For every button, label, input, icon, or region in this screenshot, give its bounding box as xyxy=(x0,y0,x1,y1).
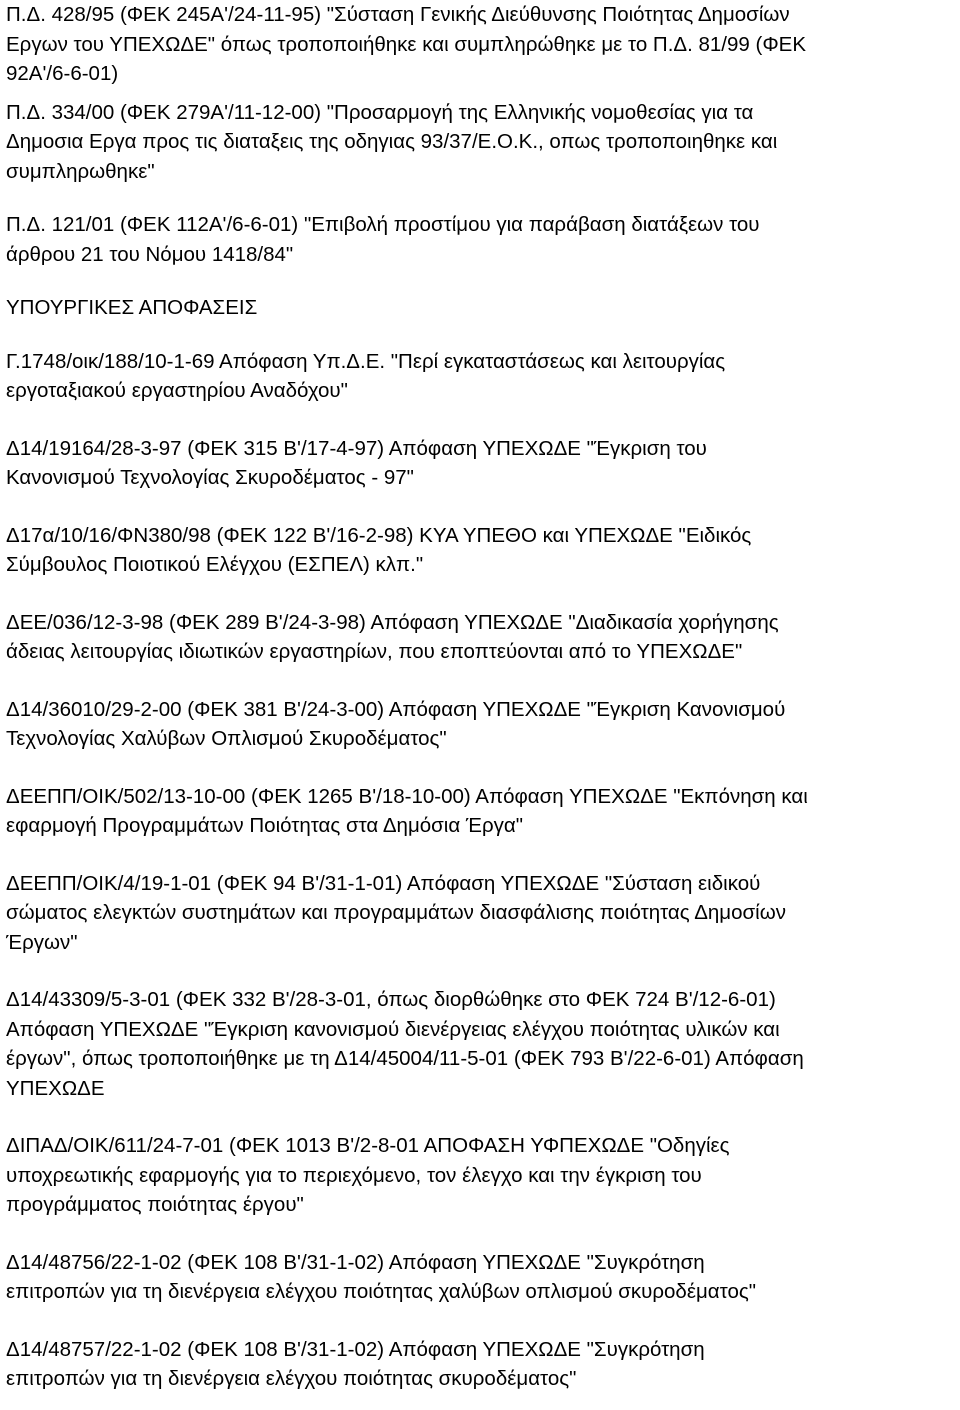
text-line: Δ14/48757/22-1-02 (ΦΕΚ 108 Β'/31-1-02) Απόφαση ΥΠΕΧΩΔΕ "Συγκρότηση xyxy=(6,1337,705,1361)
paragraph-spacer xyxy=(6,493,954,521)
text-line: Δ14/19164/28-3-97 (ΦΕΚ 315 Β'/17-4-97) Απόφαση ΥΠΕΧΩΔΕ "Έγκριση του xyxy=(6,436,707,460)
paragraph-pd-121-01 xyxy=(6,210,954,269)
text-line: Γ.1748/οικ/188/10-1-69 Απόφαση Υπ.Δ.Ε. "Περί εγκαταστάσεως και λειτουργίας xyxy=(6,349,726,373)
section-heading-ministerial-decisions xyxy=(6,293,954,323)
document-body xyxy=(6,0,954,1394)
text-line: Δ14/36010/29-2-00 (ΦΕΚ 381 Β'/24-3-00) Απόφαση ΥΠΕΧΩΔΕ "Έγκριση Κανονισμού xyxy=(6,697,786,721)
text-line: προγράμματος ποιότητας έργου" xyxy=(6,1193,304,1216)
text-line: επιτροπών για τη διενέργεια ελέγχου ποιότητας χαλύβων οπλισμού σκυροδέματος" xyxy=(6,1280,757,1303)
text-line: άρθρου 21 του Νόμου 1418/84" xyxy=(6,242,294,266)
paragraph-spacer xyxy=(6,1220,954,1248)
paragraph-d14-48756 xyxy=(6,1248,954,1307)
text-line: Εργων του ΥΠΕΧΩΔΕ" όπως τροποποιήθηκε και συμπληρώθηκε με το Π.Δ. 81/99 (ΦΕΚ xyxy=(6,32,807,56)
paragraph-spacer xyxy=(6,269,954,293)
paragraph-d14-36010 xyxy=(6,695,954,754)
section-heading: ΥΠΟΥΡΓΙΚΕΣ ΑΠΟΦΑΣΕΙΣ xyxy=(6,296,258,319)
paragraph-spacer xyxy=(6,1103,954,1131)
paragraph-spacer xyxy=(6,323,954,347)
paragraph-dee-036 xyxy=(6,608,954,667)
text-line: Π.Δ. 121/01 (ΦΕΚ 112Α'/6-6-01) "Επιβολή προστίμου για παράβαση διατάξεων του xyxy=(6,213,760,236)
text-line: εργοταξιακού εργαστηρίου Αναδόχου" xyxy=(6,379,348,402)
text-line: ΔΕΕ/036/12-3-98 (ΦΕΚ 289 Β'/24-3-98) Απόφαση ΥΠΕΧΩΔΕ "Διαδικασία χορήγησης xyxy=(6,610,779,634)
text-line: Σύμβουλος Ποιοτικού Ελέγχου (ΕΣΠΕΛ) κλπ." xyxy=(6,553,424,576)
paragraph-spacer xyxy=(6,841,954,869)
paragraph-spacer xyxy=(6,1307,954,1335)
paragraph-spacer xyxy=(6,89,954,98)
paragraph-spacer xyxy=(6,754,954,782)
paragraph-pd-428-95 xyxy=(6,0,954,89)
paragraph-g-1748 xyxy=(6,347,954,406)
text-line: εφαρμογή Προγραμμάτων Ποιότητας στα Δημόσια Έργα" xyxy=(6,814,524,837)
text-line: ΔΙΠΑΔ/ΟΙΚ/611/24-7-01 (ΦΕΚ 1013 Β'/2-8-01 ΑΠΟΦΑΣΗ ΥΦΠΕΧΩΔΕ "Οδηγίες xyxy=(6,1134,730,1157)
paragraph-dipad-611 xyxy=(6,1131,954,1220)
paragraph-d14-48757 xyxy=(6,1335,954,1394)
paragraph-d17a xyxy=(6,521,954,580)
text-line: 92Α'/6-6-01) xyxy=(6,62,119,85)
paragraph-pd-334-00 xyxy=(6,98,954,187)
paragraph-spacer xyxy=(6,406,954,434)
paragraph-spacer xyxy=(6,186,954,210)
text-line: Δ17α/10/16/ΦΝ380/98 (ΦΕΚ 122 Β'/16-2-98) ΚΥΑ ΥΠΕΘΟ και ΥΠΕΧΩΔΕ "Ειδικός xyxy=(6,523,752,547)
paragraph-spacer xyxy=(6,580,954,608)
text-line: Δημοσια Εργα προς τις διαταξεις της οδηγιας 93/37/Ε.Ο.Κ., οπως τροποποιηθηκε και xyxy=(6,130,778,153)
text-line: ΥΠΕΧΩΔΕ xyxy=(6,1076,105,1100)
text-line: επιτροπών για τη διενέργεια ελέγχου ποιότητας σκυροδέματος" xyxy=(6,1367,577,1390)
paragraph-deepp-502 xyxy=(6,782,954,841)
text-line: Π.Δ. 428/95 (ΦΕΚ 245Α'/24-11-95) "Σύσταση Γενικής Διεύθυνσης Ποιότητας Δημοσίων xyxy=(6,3,790,26)
text-line: συμπληρωθηκε" xyxy=(6,159,155,183)
text-line: άδειας λειτουργίας ιδιωτικών εργαστηρίων, που εποπτεύονται από το ΥΠΕΧΩΔΕ" xyxy=(6,640,743,663)
paragraph-d14-19164 xyxy=(6,434,954,493)
text-line: Δ14/43309/5-3-01 (ΦΕΚ 332 Β'/28-3-01, όπως διορθώθηκε στο ΦΕΚ 724 Β'/12-6-01) xyxy=(6,988,776,1011)
text-line: Δ14/48756/22-1-02 (ΦΕΚ 108 Β'/31-1-02) Απόφαση ΥΠΕΧΩΔΕ "Συγκρότηση xyxy=(6,1250,705,1274)
paragraph-d14-43309 xyxy=(6,985,954,1103)
text-line: έργων", όπως τροποποιήθηκε με τη Δ14/45004/11-5-01 (ΦΕΚ 793 Β'/22-6-01) Απόφαση xyxy=(6,1047,804,1070)
text-line: υποχρεωτικής εφαρμογής για το περιεχόμενο, τον έλεγχο και την έγκριση του xyxy=(6,1163,702,1187)
text-line: Τεχνολογίας Χαλύβων Οπλισμού Σκυροδέματος" xyxy=(6,727,447,750)
text-line: Π.Δ. 334/00 (ΦΕΚ 279Α'/11-12-00) "Προσαρμογή της Ελληνικής νομοθεσίας για τα xyxy=(6,100,754,124)
paragraph-spacer xyxy=(6,957,954,985)
text-line: ΔΕΕΠΠ/ΟΙΚ/502/13-10-00 (ΦΕΚ 1265 Β'/18-10-00) Απόφαση ΥΠΕΧΩΔΕ "Εκπόνηση και xyxy=(6,784,808,808)
text-line: Κανονισμού Τεχνολογίας Σκυροδέματος - 97" xyxy=(6,466,414,489)
text-line: ΔΕΕΠΠ/ΟΙΚ/4/19-1-01 (ΦΕΚ 94 Β'/31-1-01) Απόφαση ΥΠΕΧΩΔΕ "Σύσταση ειδικού xyxy=(6,871,761,895)
paragraph-spacer xyxy=(6,667,954,695)
paragraph-deepp-4 xyxy=(6,869,954,958)
text-line: Απόφαση ΥΠΕΧΩΔΕ "Έγκριση κανονισμού διενέργειας ελέγχου ποιότητας υλικών και xyxy=(6,1017,780,1041)
text-line: Έργων" xyxy=(6,930,78,954)
text-line: σώματος ελεγκτών συστημάτων και προγραμμάτων διασφάλισης ποιότητας Δημοσίων xyxy=(6,901,786,924)
